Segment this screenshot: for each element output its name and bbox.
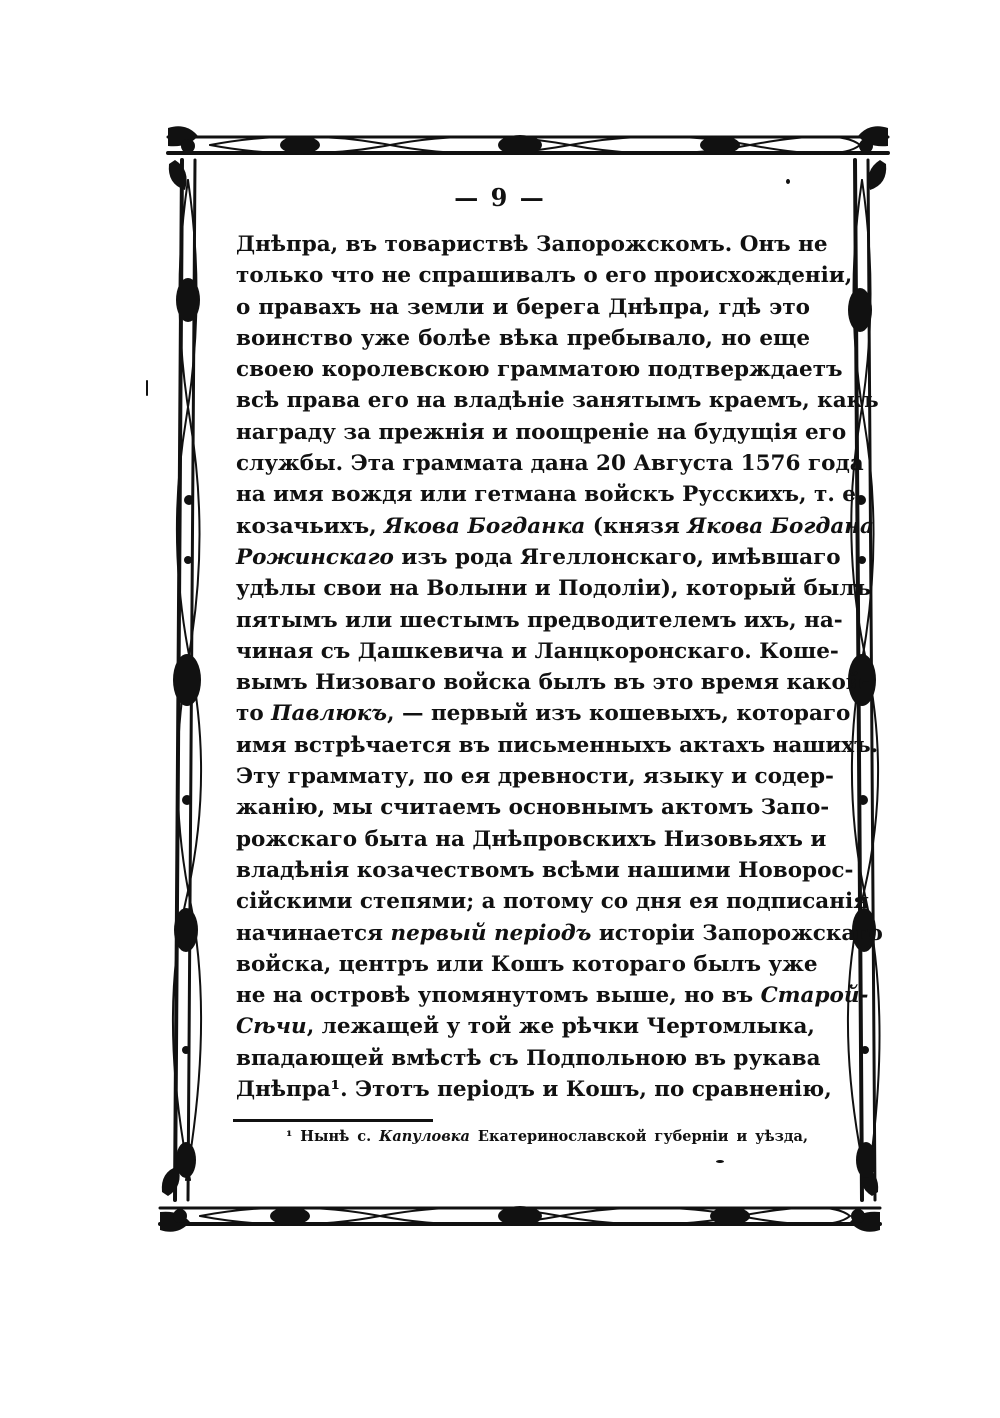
text-run: вымъ Низоваго войска былъ въ это время какой- — [236, 670, 871, 696]
text-run: Днѣпра¹. Этотъ періодъ и Кошъ, по сравненію, — [236, 1077, 832, 1103]
page-number: — 9 — — [454, 183, 546, 212]
footnote-rule — [233, 1119, 433, 1122]
text-line — [236, 417, 847, 448]
text-run: исторіи Запорожскаго — [591, 920, 883, 946]
text-run: воинство уже болѣе вѣка пребывало, но еще — [236, 325, 810, 351]
text-line — [236, 886, 870, 917]
italic-text: Якова Богданка — [384, 513, 586, 539]
text-line — [236, 229, 828, 260]
italic-text: Павлюкъ — [271, 701, 387, 727]
text-line — [236, 448, 864, 479]
text-run: удѣлы свои на Волыни и Подоліи), который былъ — [236, 576, 872, 602]
text-line — [236, 918, 883, 949]
text-line — [236, 1043, 821, 1074]
text-line — [236, 479, 864, 510]
text-line — [236, 605, 843, 636]
print-speck — [146, 380, 148, 396]
text-line — [236, 542, 841, 573]
text-run: войска, центръ или Кошъ котораго былъ уже — [236, 951, 818, 977]
print-speck — [716, 1160, 724, 1163]
text-run: жанію, мы считаемъ основнымъ актомъ Запо- — [236, 795, 830, 821]
text-run: своею королевскою грамматою подтверждаетъ — [236, 357, 843, 383]
text-line — [236, 980, 869, 1011]
text-run: впадающей вмѣстѣ съ Подпольною въ рукава — [236, 1045, 821, 1071]
text-line — [236, 824, 827, 855]
text-line — [236, 292, 810, 323]
italic-text: первый періодъ — [390, 920, 592, 946]
text-line — [236, 260, 853, 291]
text-run: козачьихъ, — [236, 513, 385, 539]
body-text — [236, 229, 883, 1105]
text-run: всѣ права его на владѣніе занятымъ краемъ, какъ — [236, 388, 879, 414]
text-line — [236, 761, 834, 792]
text-run: чиная съ Дашкевича и Ланцкоронскаго. Коше- — [236, 638, 839, 664]
italic-text: Рожинскаго — [236, 544, 394, 570]
italic-text: Якова Богдана — [687, 513, 874, 539]
footnote — [286, 1125, 808, 1149]
text-run: , — первый изъ кошевыхъ, котораго — [386, 701, 851, 727]
text-line — [236, 730, 879, 761]
text-run: Днѣпра, въ товариствѣ Запорожскомъ. Онъ не — [236, 232, 828, 257]
text-line — [236, 636, 839, 667]
text-run: награду за прежнія и поощреніе на будущія его — [236, 419, 847, 445]
text-run: начинается — [236, 920, 391, 946]
text-run: Эту граммату, по ея древности, языку и содер- — [236, 764, 834, 790]
text-line — [236, 792, 830, 823]
text-line — [236, 573, 872, 604]
text-run: (князя — [585, 513, 688, 539]
text-line — [236, 511, 874, 542]
text-run: о правахъ на земли и берега Днѣпра, гдѣ это — [236, 294, 810, 320]
text-line — [236, 354, 843, 385]
text-run: владѣнія козачествомъ всѣми нашими Новорос- — [236, 857, 854, 883]
text-line — [236, 667, 871, 698]
print-speck — [786, 179, 790, 184]
text-line — [236, 949, 818, 980]
text-run: не на островѣ упомянутомъ выше, но въ — [236, 983, 761, 1009]
italic-text: Сѣчи — [236, 1014, 307, 1040]
text-line — [236, 1074, 832, 1105]
text-run: , лежащей у той же рѣчки Чертомлыка, — [306, 1014, 815, 1040]
text-line — [236, 323, 810, 354]
text-run: Екатеринославской губерніи и уѣзда, — [469, 1128, 809, 1145]
text-run: ¹ Нынѣ с. — [286, 1128, 380, 1145]
text-line — [236, 698, 851, 729]
text-line — [236, 385, 879, 416]
text-run: то — [236, 701, 272, 727]
italic-text: Старой- — [760, 983, 869, 1009]
text-run: на имя вождя или гетмана войскъ Русскихъ, т. е. — [236, 482, 864, 508]
text-run: сійскими степями; а потому со дня ея подписанія — [236, 889, 870, 915]
italic-text: Капуловка — [379, 1128, 470, 1145]
text-line — [236, 855, 854, 886]
text-line — [236, 1011, 815, 1042]
text-run: только что не спрашивалъ о его происхожденіи, — [236, 263, 853, 289]
text-run: имя встрѣчается въ письменныхъ актахъ нашихъ. — [236, 732, 879, 758]
text-run: пятымъ или шестымъ предводителемъ ихъ, на- — [236, 607, 843, 633]
text-run: рожскаго быта на Днѣпровскихъ Низовьяхъ и — [236, 826, 827, 852]
text-run: службы. Эта граммата дана 20 Августа 1576 года — [236, 451, 864, 477]
text-run: изъ рода Ягеллонскаго, имѣвшаго — [393, 544, 841, 570]
